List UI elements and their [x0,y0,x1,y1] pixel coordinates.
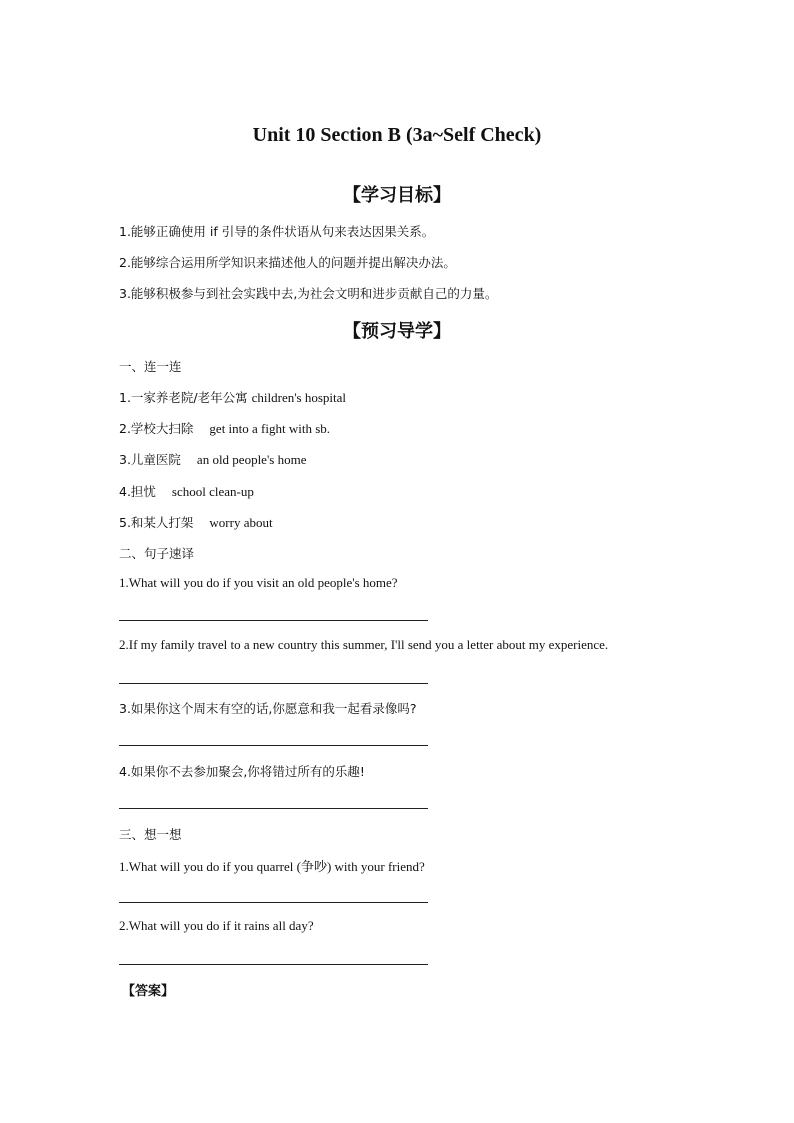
matching-row [119,482,254,500]
goal-item: 3.能够积极参与到社会实践中去,为社会文明和进步贡献自己的力量。 [119,286,498,301]
answer-blank[interactable] [119,683,428,684]
matching-right: children's hospital [251,390,347,405]
matching-left: 3.儿童医院 [119,452,181,467]
part3-title: 三、想一想 [119,827,182,842]
matching-left: 4.担忧 [119,484,156,499]
think-item: 1.What will you do if you quarrel (争吵) with your friend? [119,859,425,874]
think-item: 2.What will you do if it rains all day? [119,918,314,933]
answer-label: 【答案】 [122,984,175,999]
answer-blank[interactable] [119,620,428,621]
matching-right: an old people's home [196,452,307,467]
matching-right: get into a fight with sb. [209,421,331,436]
answer-blank[interactable] [119,964,428,965]
part1-title: 一、连一连 [119,359,182,374]
translate-item: 2.If my family travel to a new country this summer, I'll send you a letter about my experience. [119,637,609,652]
matching-right: worry about [209,515,273,530]
page-title: Unit 10 Section B (3a~Self Check) [252,124,542,146]
part2-title: 二、句子速译 [119,546,195,561]
matching-row [119,419,330,437]
matching-right: school clean-up [171,484,254,499]
translate-item: 3.如果你这个周末有空的话,你愿意和我一起看录像吗? [119,701,417,716]
translate-item: 1.What will you do if you visit an old people's home? [119,575,398,590]
goals-heading: 【学习目标】 [343,185,451,206]
translate-item: 4.如果你不去参加聚会,你将错过所有的乐趣! [119,764,365,779]
answer-blank[interactable] [119,902,428,903]
matching-row [119,513,273,531]
matching-left: 1.一家养老院/老年公寓 [119,390,248,405]
matching-left: 5.和某人打架 [119,515,194,530]
matching-left: 2.学校大扫除 [119,421,194,436]
answer-blank[interactable] [119,808,428,809]
answer-blank[interactable] [119,745,428,746]
preview-heading: 【预习导学】 [343,321,451,342]
matching-row [119,388,346,406]
goal-item: 1.能够正确使用 if 引导的条件状语从句来表达因果关系。 [119,224,435,239]
matching-row [119,450,307,468]
goal-item: 2.能够综合运用所学知识来描述他人的问题并提出解决办法。 [119,255,456,270]
